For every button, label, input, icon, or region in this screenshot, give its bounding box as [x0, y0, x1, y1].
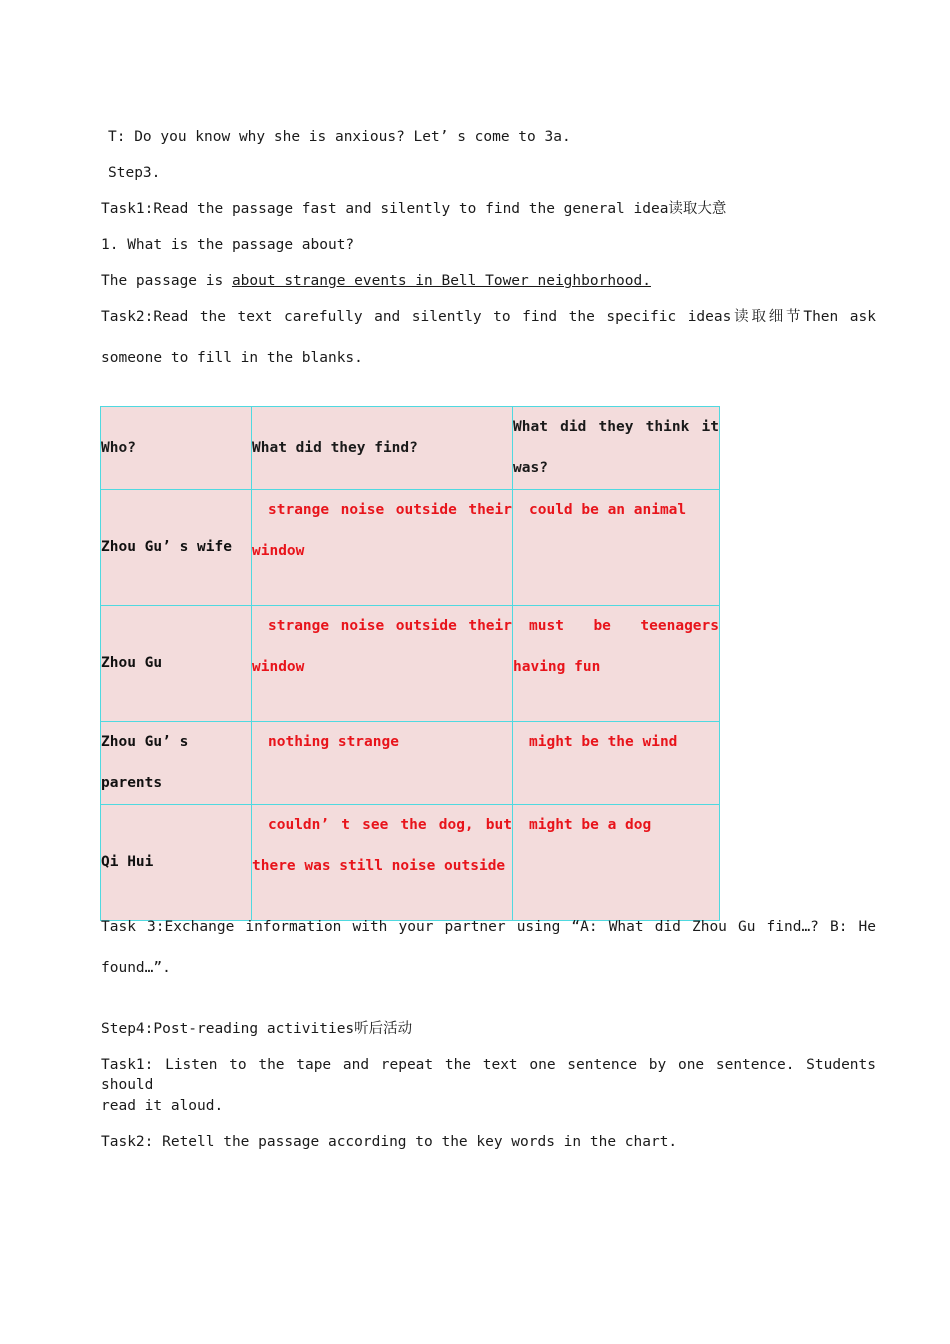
row-who: Qi Hui	[101, 805, 252, 921]
row-find-line1: nothing strange	[268, 734, 399, 750]
row-who: Zhou Gu’ s wife	[101, 490, 252, 606]
header-think	[513, 407, 720, 490]
row-find-line1: strange noise outside their	[268, 618, 512, 634]
line-read-aloud: read it aloud.	[101, 1098, 224, 1114]
line-task1: Task1:Read the passage fast and silently to find the general idea读取大意	[101, 201, 727, 217]
row-find-line1: couldn’ t see the dog, but	[268, 817, 512, 833]
row-think	[513, 606, 720, 722]
header-find: What did they find?	[252, 407, 513, 490]
line-task2: Task2:Read the text carefully and silently to find the specific ideas读取细节Then ask	[101, 309, 876, 325]
answer-prefix: The passage is	[101, 273, 232, 289]
line-question-anxious: T: Do you know why she is anxious? Let’ s come to 3a.	[108, 129, 571, 145]
row-find-line2: window	[252, 659, 305, 675]
table-row	[101, 490, 720, 606]
table-row	[101, 722, 720, 805]
row-think	[513, 805, 720, 921]
line-step4: Step4:Post-reading activities听后活动	[101, 1021, 413, 1037]
row-think-line1: might be the wind	[529, 734, 678, 750]
answer-underlined: about strange events in Bell Tower neighborhood.	[231, 273, 651, 289]
header-think-line2: was?	[513, 460, 548, 476]
row-think	[513, 490, 720, 606]
line-step3: Step3.	[108, 165, 161, 181]
reading-table	[100, 406, 720, 921]
row-find-line1: strange noise outside their	[268, 502, 512, 518]
row-think-line1: must be teenagers	[529, 618, 719, 634]
table-row	[101, 805, 720, 921]
row-find	[252, 722, 513, 805]
line-task3: Task 3:Exchange information with your partner using “A: What did Zhou Gu find…? B: He	[101, 919, 876, 935]
row-think-line1: could be an animal	[529, 502, 687, 518]
header-think-line1: What did they think it	[513, 419, 719, 435]
table-header-row	[101, 407, 720, 490]
table-row	[101, 606, 720, 722]
row-find	[252, 805, 513, 921]
line-fill-blanks: someone to fill in the blanks.	[101, 350, 363, 366]
row-think-line1: might be a dog	[529, 817, 652, 833]
row-who: Zhou Gu	[101, 606, 252, 722]
header-who: Who?	[101, 407, 252, 490]
line-passage-answer	[101, 271, 876, 291]
row-find-line2: there was still noise outside	[252, 858, 506, 874]
row-find	[252, 606, 513, 722]
row-find-line2: window	[252, 543, 305, 559]
line-found: found…”.	[101, 960, 171, 976]
line-post-task1: Task1: Listen to the tape and repeat the text one sentence by one sentence. Students should	[101, 1057, 876, 1093]
row-think	[513, 722, 720, 805]
row-find	[252, 490, 513, 606]
row-who: Zhou Gu’ s parents	[101, 722, 252, 805]
line-post-task2: Task2: Retell the passage according to the key words in the chart.	[101, 1134, 678, 1150]
line-question-about: 1. What is the passage about?	[101, 237, 355, 253]
row-think-line2: having fun	[513, 659, 601, 675]
